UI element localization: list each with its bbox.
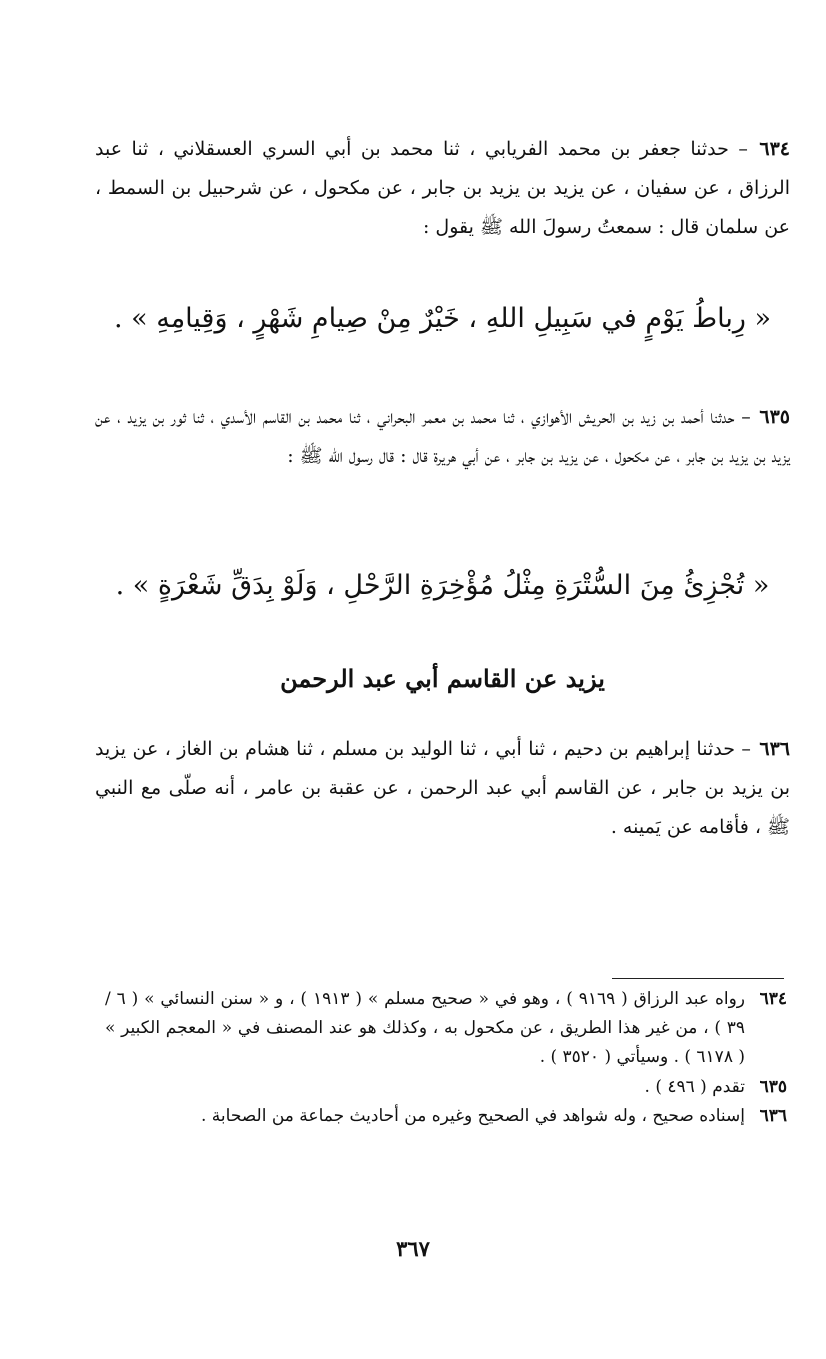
hadith-number: ٦٣٦ — [759, 738, 790, 760]
hadith-number: ٦٣٥ — [759, 406, 790, 428]
section-heading-block — [95, 664, 790, 693]
footnote-635 — [105, 1073, 787, 1102]
hadith-635 — [95, 398, 790, 476]
section-heading: يزيد عن القاسم أبي عبد الرحمن — [280, 664, 605, 693]
hadith-number: ٦٣٤ — [759, 138, 790, 160]
hadith-634-isnad — [95, 130, 790, 247]
footnote-634 — [105, 985, 787, 1073]
hadith-text: – حدثنا جعفر بن محمد الفريابي ، ثنا محمد بن أبي السري العسقلاني ، ثنا عبد الرزاق ، عن سفيان ، عن يزيد بن يزيد بن جابر ، عن مكحول ، عن شرحبيل بن السمط ، عن سلمان قال : سمعتُ رسولَ الله ﷺ يقول : — [95, 138, 790, 238]
footnote-text: تقدم ( ٤٩٦ ) . — [644, 1076, 745, 1097]
hadith-635-matn: « تُجْزِئُ مِنَ السُّتْرَةِ مِثْلُ مُؤْخِرَةِ الرَّحْلِ ، وَلَوْ بِدَقِّ شَعْرَةٍ » . — [115, 570, 770, 601]
hadith-636-isnad — [95, 730, 790, 847]
footnotes — [105, 985, 787, 1131]
footnote-636 — [105, 1102, 787, 1131]
hadith-634-matn: « رِباطُ يَوْمٍ في سَبِيلِ اللهِ ، خَيْرٌ مِنْ صِيامِ شَهْرٍ ، وَقِيامِهِ » . — [113, 303, 772, 334]
footnote-divider — [612, 978, 784, 979]
footnote-text: رواه عبد الرزاق ( ٩١٦٩ ) ، وهو في « صحيح مسلم » ( ١٩١٣ ) ، و « سنن النسائي » ( ٦ / ٣٩ ) ، من غير هذا الطريق ، عن مكحول به ، وكذلك هو عند المصنف في « المعجم الكبير » ( ٦١٧٨ ) . وسيأتي ( ٣٥٢٠ ) . — [105, 989, 745, 1068]
footnote-number: ٦٣٦ — [759, 1105, 787, 1126]
hadith-text: – حدثنا إبراهيم بن دحيم ، ثنا أبي ، ثنا الوليد بن مسلم ، ثنا هشام بن الغاز ، عن يزيد بن يزيد بن جابر ، عن القاسم أبي عبد الرحمن ، عن عقبة بن عامر ، أنه صلّى مع النبي ﷺ ، فأقامه عن يَمينه . — [95, 738, 790, 838]
footnote-number: ٦٣٥ — [759, 1076, 787, 1097]
hadith-635-isnad — [95, 398, 790, 476]
hadith-634-matn-block — [95, 300, 790, 338]
hadith-635-matn-block — [95, 567, 790, 605]
hadith-text: – حدثنا أحمد بن زيد بن الحريش الأهوازي ، ثنا محمد بن معمر البحراني ، ثنا محمد بن القاسم الأسدي ، ثنا ثور بن يزيد ، عن يزيد بن يزيد بن جابر ، عن مكحول ، عن يزيد بن جابر ، عن أبي هريرة قال : قال رسول الله ﷺ : — [95, 406, 790, 467]
hadith-634 — [95, 130, 790, 247]
footnote-text: إسناده صحيح ، وله شواهد في الصحيح وغيره من أحاديث جماعة من الصحابة . — [201, 1105, 745, 1126]
page-number: ٣٦٧ — [396, 1236, 430, 1261]
hadith-636 — [95, 730, 790, 847]
footnote-number: ٦٣٤ — [759, 989, 787, 1009]
